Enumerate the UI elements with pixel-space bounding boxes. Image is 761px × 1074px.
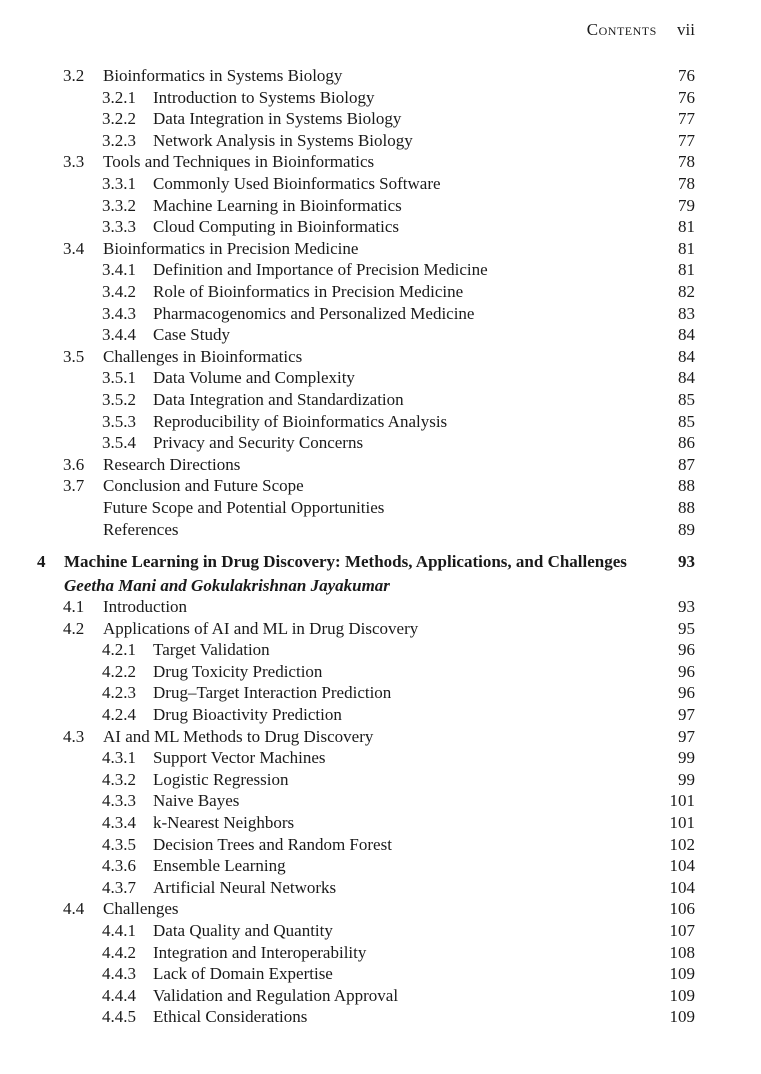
toc-entry[interactable]: [0, 65, 761, 87]
toc-entry-number: 3.5.2: [102, 390, 136, 409]
toc-entry-number: 4.3: [63, 726, 85, 746]
toc-entry[interactable]: [0, 475, 761, 497]
toc-entry[interactable]: [0, 726, 761, 748]
toc-entry[interactable]: [0, 985, 761, 1007]
toc-entry-page: 77: [678, 109, 695, 129]
toc-entry-page: 82: [678, 282, 695, 301]
toc-entry[interactable]: [0, 216, 761, 238]
toc-entry-number: 3.5.3: [102, 411, 136, 431]
toc-entry-title: Integration and Interoperability: [153, 942, 367, 962]
toc-entry-page: 78: [678, 152, 695, 172]
toc-entry-number: 3.2.1: [102, 87, 136, 107]
toc-entry-page: 84: [678, 346, 695, 366]
toc-entry-number: 3.4.1: [102, 260, 136, 280]
toc-entry-number: 4.3.3: [102, 791, 136, 811]
toc-entry-page: 95: [678, 618, 695, 638]
toc-entry[interactable]: [0, 855, 761, 877]
toc-entry-number: 4.4.4: [102, 985, 136, 1005]
toc-entry-title: Data Volume and Complexity: [153, 368, 355, 388]
toc-entry-page: 77: [678, 130, 695, 150]
toc-entry-number: 4.2.4: [102, 705, 136, 724]
toc-entry[interactable]: [0, 769, 761, 791]
toc-entry-title: AI and ML Methods to Drug Discovery: [103, 726, 374, 746]
toc-entry-page: 102: [669, 834, 695, 854]
toc-entry-title: Drug Toxicity Prediction: [153, 661, 323, 681]
toc-entry-page: 83: [678, 303, 695, 323]
toc-entry-title: Future Scope and Potential Opportunities: [103, 498, 385, 517]
toc-entry-number: 3.5.4: [102, 433, 136, 453]
toc-entry-title: Drug Bioactivity Prediction: [153, 705, 342, 724]
toc-entry-page: 108: [669, 942, 695, 962]
toc-entry[interactable]: [0, 324, 761, 346]
toc-entry-number: 4.3.4: [102, 813, 136, 832]
toc-entry-title: Support Vector Machines: [153, 748, 326, 768]
toc-entry-page: 109: [669, 964, 695, 984]
toc-entry-page: 76: [678, 87, 695, 107]
toc-entry-page: 101: [669, 813, 695, 832]
toc-entry[interactable]: [0, 87, 761, 109]
toc-entry[interactable]: [0, 942, 761, 964]
toc-entry-title: Decision Trees and Random Forest: [153, 834, 392, 854]
toc-entry-page: 89: [678, 519, 695, 539]
toc-entry-title: Artificial Neural Networks: [153, 877, 337, 897]
toc-entry-title: Data Quality and Quantity: [153, 921, 333, 940]
toc-entry[interactable]: [0, 596, 761, 618]
toc-entry-page: 97: [678, 726, 695, 746]
toc-entry-number: 3.4: [63, 238, 85, 258]
toc-entry-number: 3.4.3: [102, 303, 136, 323]
toc-entry-title: Data Integration in Systems Biology: [153, 109, 402, 129]
toc-entry-number: 4.2.3: [102, 683, 136, 703]
toc-chapter-heading[interactable]: [0, 551, 761, 573]
toc-entry[interactable]: [0, 432, 761, 454]
toc-entry-title: Ethical Considerations: [153, 1007, 308, 1027]
toc-entry-title: Applications of AI and ML in Drug Discovery: [103, 618, 419, 638]
toc-entry-number: 3.4.2: [102, 282, 136, 301]
toc-entry[interactable]: [0, 661, 761, 683]
toc-entry[interactable]: [0, 303, 761, 325]
toc-entry-number: 3.3.1: [102, 174, 136, 193]
toc-entry-page: 96: [678, 661, 695, 681]
toc-entry-page: 88: [678, 476, 695, 496]
toc-entry-number: 3.3: [63, 152, 85, 172]
toc-entry-page: 79: [678, 195, 695, 215]
toc-entry-number: 4.4.5: [102, 1007, 136, 1027]
chapter-authors: Geetha Mani and Gokulakrishnan Jayakumar: [64, 576, 390, 595]
toc-entry-page: 81: [678, 260, 695, 280]
toc-entry[interactable]: [0, 747, 761, 769]
toc-entry-title: Commonly Used Bioinformatics Software: [153, 174, 441, 193]
toc-entry-number: 3.7: [63, 476, 85, 496]
toc-entry[interactable]: [0, 346, 761, 368]
toc-entry-page: 107: [669, 921, 695, 940]
toc-entry-title: Case Study: [153, 325, 230, 345]
toc-entry-number: 4.3.1: [102, 748, 136, 768]
toc-entry-title: Logistic Regression: [153, 769, 289, 789]
toc-entry[interactable]: [0, 790, 761, 812]
toc-entry-page: 87: [678, 454, 695, 474]
toc-entry-page: 106: [669, 899, 695, 919]
toc-entry[interactable]: [0, 389, 761, 411]
toc-entry-number: 3.2.3: [102, 130, 136, 150]
toc-entry[interactable]: [0, 682, 761, 704]
toc-entry-title: Introduction to Systems Biology: [153, 87, 375, 107]
chapter-title: Machine Learning in Drug Discovery: Methods, Applications, and Challenges: [64, 552, 627, 571]
toc-entry-title: Bioinformatics in Precision Medicine: [103, 238, 359, 258]
toc-entry-title: References: [103, 519, 179, 539]
toc-entry-title: Challenges in Bioinformatics: [103, 346, 303, 366]
toc-entry-page: 97: [678, 705, 695, 724]
toc-entry[interactable]: [0, 238, 761, 260]
toc-entry-page: 96: [678, 640, 695, 660]
toc-entry[interactable]: [0, 173, 761, 195]
toc-entry-number: 4.1: [63, 597, 85, 616]
toc-entry-page: 99: [678, 769, 695, 789]
toc-entry-number: 4.3.7: [102, 877, 136, 897]
toc-entry-title: Drug–Target Interaction Prediction: [153, 683, 392, 703]
toc-entry[interactable]: [0, 108, 761, 130]
toc-entry-title: Target Validation: [153, 640, 270, 660]
toc-entry-page: 104: [669, 856, 695, 876]
toc-entry-title: Machine Learning in Bioinformatics: [153, 195, 402, 215]
toc-entry[interactable]: [0, 259, 761, 281]
toc-entry-title: Research Directions: [103, 454, 241, 474]
chapter-page: 93: [678, 552, 695, 571]
toc-entry-number: 4.4.2: [102, 942, 136, 962]
running-head: [587, 20, 695, 40]
toc-entry[interactable]: [0, 639, 761, 661]
toc-entry-number: 3.3.3: [102, 217, 136, 237]
toc-entry-number: 4.3.5: [102, 834, 136, 854]
toc-entry[interactable]: [0, 195, 761, 217]
toc-entry-title: Tools and Techniques in Bioinformatics: [103, 152, 375, 172]
toc-entry-page: 96: [678, 683, 695, 703]
chapter-number: 4: [37, 552, 46, 571]
toc-entry[interactable]: [0, 130, 761, 152]
toc-entry-page: 85: [678, 390, 695, 409]
toc-entry-number: 4.2.1: [102, 640, 136, 660]
toc-entry-title: Validation and Regulation Approval: [153, 985, 399, 1005]
toc-entry-page: 109: [669, 985, 695, 1005]
toc-entry-title: Naive Bayes: [153, 791, 240, 811]
toc-entry-page: 86: [678, 433, 695, 453]
toc-entry-title: Role of Bioinformatics in Precision Medicine: [153, 282, 464, 301]
toc-entry[interactable]: [0, 834, 761, 856]
toc-entry-number: 4.2: [63, 618, 85, 638]
toc-entry[interactable]: [0, 920, 761, 942]
toc-entry[interactable]: [0, 367, 761, 389]
toc-entry[interactable]: [0, 411, 761, 433]
toc-entry-page: 85: [678, 411, 695, 431]
toc-entry-title: Pharmacogenomics and Personalized Medicine: [153, 303, 475, 323]
toc-entry-page: 93: [678, 597, 695, 616]
toc-entry-title: Ensemble Learning: [153, 856, 286, 876]
toc-entry-number: 3.6: [63, 454, 85, 474]
toc-entry-number: 4.4.3: [102, 964, 136, 984]
toc-entry[interactable]: [0, 281, 761, 303]
toc-entry[interactable]: [0, 1006, 761, 1028]
toc-entry-page: 88: [678, 498, 695, 517]
toc-entry-number: 3.5: [63, 346, 85, 366]
toc-entry-page: 109: [669, 1007, 695, 1027]
toc-entry-title: Reproducibility of Bioinformatics Analysis: [153, 411, 448, 431]
toc-entry-page: 78: [678, 174, 695, 193]
toc-entry-page: 99: [678, 748, 695, 768]
toc-entry-number: 3.4.4: [102, 325, 136, 345]
toc-entry-title: Privacy and Security Concerns: [153, 433, 364, 453]
toc-entry[interactable]: [0, 704, 761, 726]
toc-entry[interactable]: [0, 963, 761, 985]
toc-entry[interactable]: [0, 877, 761, 899]
toc-entry[interactable]: [0, 497, 761, 519]
running-head-title: Contents: [586, 20, 657, 39]
toc-entry-title: Data Integration and Standardization: [153, 390, 404, 409]
toc-entry-page: 81: [678, 238, 695, 258]
toc-entry-page: 101: [669, 791, 695, 811]
toc-entry[interactable]: [0, 898, 761, 920]
toc-entry-page: 76: [678, 66, 695, 85]
toc-entry[interactable]: [0, 618, 761, 640]
toc-entry-title: Network Analysis in Systems Biology: [153, 130, 413, 150]
toc-entry-number: 3.3.2: [102, 195, 136, 215]
toc-entry[interactable]: [0, 454, 761, 476]
toc-entry[interactable]: [0, 812, 761, 834]
toc-entry-number: 4.3.2: [102, 769, 136, 789]
toc-entry-title: k-Nearest Neighbors: [153, 813, 295, 832]
toc-entry-title: Cloud Computing in Bioinformatics: [153, 217, 400, 237]
toc-entry-number: 3.2: [63, 66, 85, 85]
toc-entry[interactable]: [0, 151, 761, 173]
toc-entry-page: 84: [678, 368, 695, 388]
toc-entry-page: 104: [669, 877, 695, 897]
toc-entry-number: 3.5.1: [102, 368, 136, 388]
toc-entry-number: 3.2.2: [102, 109, 136, 129]
toc-entry-number: 4.3.6: [102, 856, 136, 876]
toc-entry-title: Conclusion and Future Scope: [103, 476, 304, 496]
toc-entry-title: Lack of Domain Expertise: [153, 964, 333, 984]
toc-entry[interactable]: [0, 519, 761, 541]
toc-entry-title: Definition and Importance of Precision Medicine: [153, 260, 488, 280]
running-head-page-number: vii: [677, 20, 695, 39]
toc-entry-page: 84: [678, 325, 695, 345]
toc-entry-title: Challenges: [103, 899, 179, 919]
toc-entry-number: 4.4.1: [102, 921, 136, 940]
toc-entry-page: 81: [678, 217, 695, 237]
toc-entry-title: Bioinformatics in Systems Biology: [103, 66, 343, 85]
toc-entry-number: 4.2.2: [102, 661, 136, 681]
toc-entry-title: Introduction: [103, 597, 188, 616]
toc-entry-number: 4.4: [63, 899, 85, 919]
